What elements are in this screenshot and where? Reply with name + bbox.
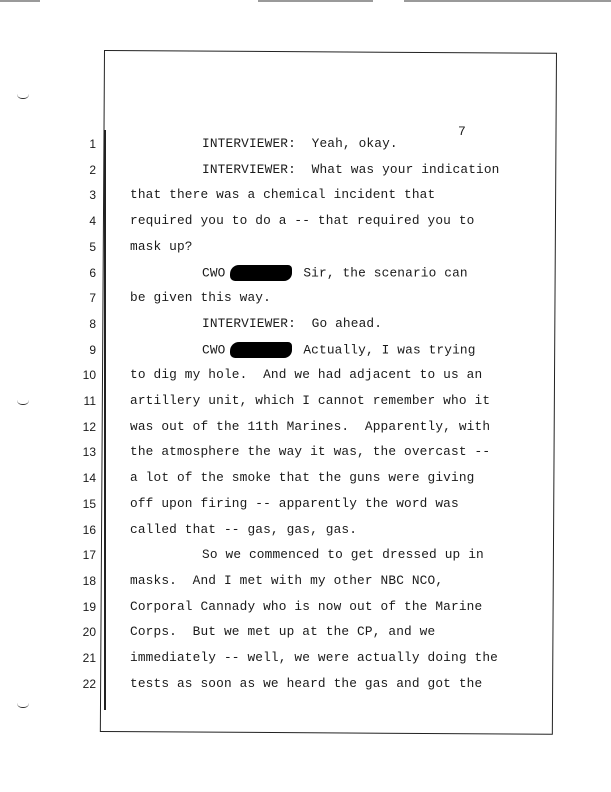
line-number: 18 — [82, 574, 96, 588]
scan-artifact-top — [404, 0, 611, 2]
transcript-line: immediately -- well, we were actually doing the — [130, 650, 498, 665]
line-number: 10 — [82, 368, 96, 382]
transcript-line: off upon firing -- apparently the word was — [130, 496, 459, 511]
transcript-line: that there was a chemical incident that — [130, 187, 436, 202]
transcript-line: required you to do a -- that required you to — [130, 213, 475, 228]
transcript-line: So we commenced to get dressed up in — [202, 547, 484, 562]
line-number: 4 — [89, 214, 96, 228]
line-number: 1 — [89, 137, 96, 151]
line-number: 13 — [82, 445, 96, 459]
line-number: 19 — [82, 600, 96, 614]
page-number: 7 — [458, 124, 466, 139]
line-number: 2 — [89, 163, 96, 177]
line-number: 9 — [89, 343, 96, 357]
transcript-line: tests as soon as we heard the gas and got the — [130, 676, 483, 691]
line-number-rule — [104, 130, 106, 710]
transcript-line: called that -- gas, gas, gas. — [130, 522, 358, 537]
scan-artifact-top — [0, 0, 40, 2]
line-number: 14 — [82, 471, 96, 485]
line-number: 12 — [82, 420, 96, 434]
line-number: 17 — [82, 548, 96, 562]
transcript-line: INTERVIEWER: Go ahead. — [202, 316, 383, 331]
speaker-label: CWO — [202, 342, 226, 358]
redaction-mark — [230, 342, 292, 358]
transcript-line: INTERVIEWER: Yeah, okay. — [202, 136, 398, 151]
line-number: 22 — [82, 677, 96, 691]
redaction-mark — [230, 265, 292, 281]
binder-hole-mark — [17, 400, 29, 405]
line-number: 8 — [89, 317, 96, 331]
binder-hole-mark — [17, 703, 29, 708]
binder-hole-mark — [17, 94, 29, 99]
line-number: 11 — [83, 394, 96, 408]
speaker-label: CWO — [202, 265, 226, 281]
transcript-line: to dig my hole. And we had adjacent to us an — [130, 367, 483, 382]
transcript-line: INTERVIEWER: What was your indication — [202, 162, 500, 177]
transcript-line: masks. And I met with my other NBC NCO, — [130, 573, 444, 588]
transcript-line: mask up? — [130, 239, 193, 254]
line-text: Actually, I was trying — [295, 342, 476, 358]
transcript-line: the atmosphere the way it was, the overcast -- — [130, 444, 491, 459]
line-number: 3 — [89, 188, 96, 202]
transcript-line — [202, 265, 468, 281]
line-number: 15 — [82, 497, 96, 511]
transcript-line — [202, 342, 476, 358]
line-text: Sir, the scenario can — [295, 265, 468, 281]
transcript-line: was out of the 11th Marines. Apparently, with — [130, 419, 491, 434]
transcript-line: Corporal Cannady who is now out of the Marine — [130, 599, 483, 614]
transcript-line: artillery unit, which I cannot remember who it — [130, 393, 491, 408]
transcript-line: be given this way. — [130, 290, 271, 305]
line-number: 20 — [82, 625, 96, 639]
line-number: 16 — [82, 523, 96, 537]
transcript-line: a lot of the smoke that the guns were giving — [130, 470, 475, 485]
line-number: 7 — [89, 291, 96, 305]
line-number: 6 — [89, 266, 96, 280]
line-number: 5 — [89, 240, 96, 254]
scan-artifact-top — [258, 0, 373, 2]
transcript-line: Corps. But we met up at the CP, and we — [130, 624, 436, 639]
line-number: 21 — [82, 651, 96, 665]
